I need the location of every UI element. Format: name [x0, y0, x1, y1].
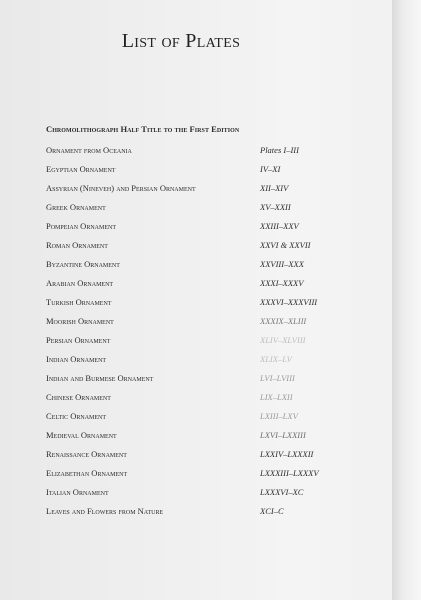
list-item	[46, 278, 376, 297]
entry-label: Roman Ornament	[46, 240, 108, 250]
list-item	[46, 392, 376, 411]
list-item	[46, 506, 376, 525]
list-item	[46, 221, 376, 240]
entry-label: Egyptian Ornament	[46, 164, 116, 174]
entry-plates: XXXIX–XLIII	[260, 316, 307, 326]
entry-plates: XLIX–LV	[260, 354, 292, 364]
list-item	[46, 354, 376, 373]
entry-label: Celtic Ornament	[46, 411, 107, 421]
entry-label: Pompeian Ornament	[46, 221, 116, 231]
entry-plates: XXVI & XXVII	[260, 240, 311, 250]
entry-label: Renaissance Ornament	[46, 449, 127, 459]
list-item	[46, 124, 376, 143]
page-edge	[392, 0, 421, 600]
entry-plates: XV–XXII	[260, 202, 291, 212]
page-title: List of Plates	[121, 30, 241, 52]
entry-plates: XII–XIV	[260, 183, 289, 193]
list-item	[46, 335, 376, 354]
entry-plates: IV–XI	[260, 164, 281, 174]
list-item	[46, 373, 376, 392]
entry-label: Ornament from Oceania	[46, 145, 132, 155]
entry-plates: Plates I–III	[260, 145, 299, 155]
list-item	[46, 430, 376, 449]
entry-label: Chinese Ornament	[46, 392, 111, 402]
entry-plates: LXXXVI–XC	[260, 487, 304, 497]
entry-label: Chromolithograph Half Title to the First Edition	[46, 124, 240, 134]
list-item	[46, 449, 376, 468]
entry-label: Indian Ornament	[46, 354, 107, 364]
list-item	[46, 259, 376, 278]
list-item	[46, 297, 376, 316]
entry-plates: XXIII–XXV	[260, 221, 299, 231]
entry-plates: LXXXIII–LXXXV	[260, 468, 319, 478]
entry-plates: XXXVI–XXXVIII	[260, 297, 318, 307]
entry-plates: XLIV–XLVIII	[260, 335, 306, 345]
entry-label: Medieval Ornament	[46, 430, 117, 440]
entry-label: Assyrian (Nineveh) and Persian Ornament	[46, 183, 196, 193]
list-item	[46, 164, 376, 183]
entry-label: Moorish Ornament	[46, 316, 114, 326]
entry-label: Turkish Ornament	[46, 297, 112, 307]
entry-plates: XCI–C	[260, 506, 284, 516]
list-item	[46, 487, 376, 506]
entry-label: Arabian Ornament	[46, 278, 114, 288]
entry-plates: LXVI–LXXIII	[260, 430, 306, 440]
entry-label: Leaves and Flowers from Nature	[46, 506, 164, 516]
entry-plates: LXIII–LXV	[260, 411, 298, 421]
entry-label: Elizabethan Ornament	[46, 468, 128, 478]
entry-plates: XXVIII–XXX	[260, 259, 304, 269]
entry-label: Persian Ornament	[46, 335, 111, 345]
list-item	[46, 240, 376, 259]
entry-plates: LVI–LVIII	[260, 373, 295, 383]
list-item	[46, 411, 376, 430]
plates-list	[46, 124, 376, 525]
list-item	[46, 145, 376, 164]
list-item	[46, 468, 376, 487]
entry-label: Greek Ornament	[46, 202, 106, 212]
entry-plates: LXXIV–LXXXII	[260, 449, 314, 459]
entry-label: Italian Ornament	[46, 487, 109, 497]
list-item	[46, 316, 376, 335]
list-item	[46, 183, 376, 202]
entry-label: Indian and Burmese Ornament	[46, 373, 154, 383]
entry-label: Byzantine Ornament	[46, 259, 120, 269]
entry-plates: LIX–LXII	[260, 392, 293, 402]
entry-plates: XXXI–XXXV	[260, 278, 304, 288]
list-item	[46, 202, 376, 221]
